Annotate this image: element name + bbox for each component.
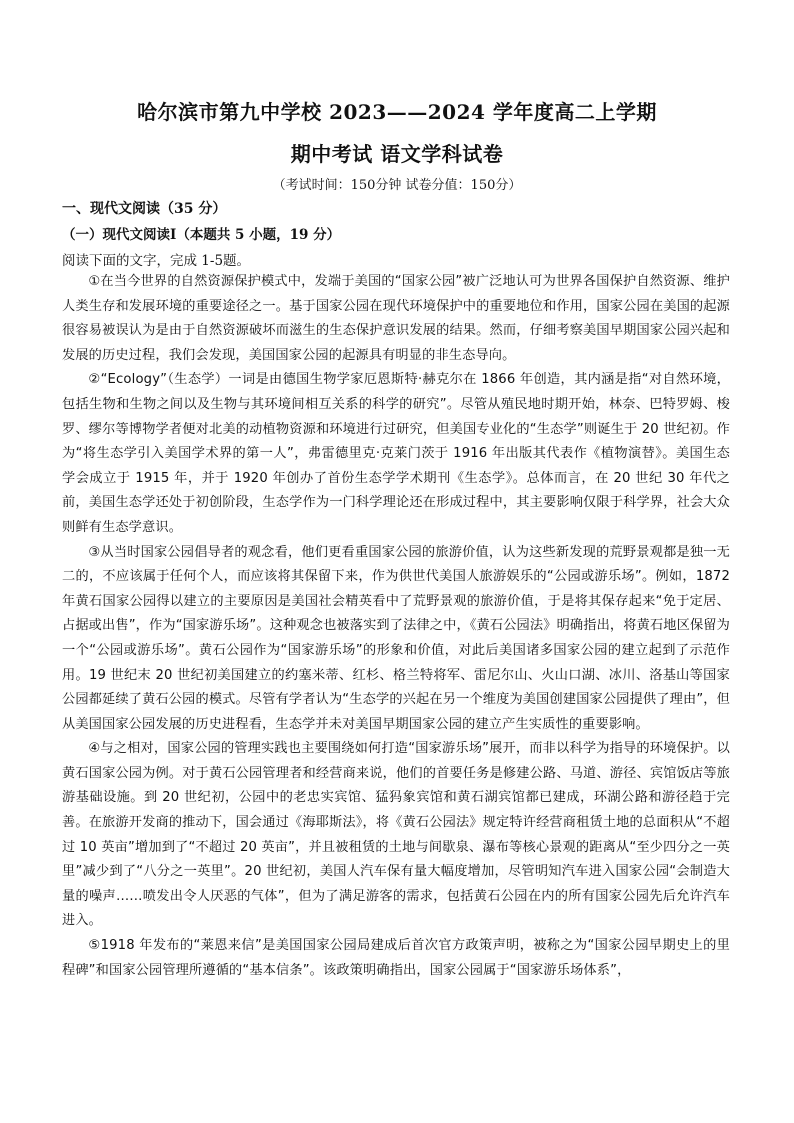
exam-title-line1: 哈尔滨市第九中学校 2023——2024 学年度高二上学期 [137,100,657,124]
paragraph-4: ④与之相对，国家公园的管理实践也主要围绕如何打造“国家游乐场”展开，而非以科学为指导的环境保护。以黄石国家公园为例。对于黄石公园管理者和经营商来说，他们的首要任务是修建公路、马道、游径、宾馆饭店等旅游基础设施。到 20 世纪初，公园中的老忠实宾馆、猛犸象宾馆和黄石湖宾馆都已建成，环湖公路和游径趋于完善。在旅游开发商的推动下，国会通过《海耶斯法》，将《黄石公园法》规定特许经营商租赁土地的总面积从“不超过 10 英亩”增加到了“不超过 20 英亩”，并且被租赁的土地与间歇泉、瀑布等核心景观的距离从“至少四分之一英里”减少到了“八分之一英里”。20 世纪初，美国人汽车保有量大幅度增加，尽管明知汽车进入国家公园“会制造大量的噪声……喷发出令人厌恶的气体”，但为了满足游客的需求，包括黄石公园在内的所有国家公园先后允许汽车进入。 [62,741,730,929]
exam-info: （考试时间：150分钟 试卷分值：150分） [272,178,522,193]
sub-section-heading: （一）现代文阅读Ⅰ（本题共 5 小题，19 分） [62,227,341,243]
section-heading: 一、现代文阅读（35 分） [62,201,227,217]
paragraph-5: ⑤1918 年发布的“莱恩来信”是美国国家公园局建成后首次官方政策声明，被称之为“国家公园早期史上的里程碑”和国家公园管理所遵循的“基本信条”。该政策明确指出，国家公园属于“国家游乐场体系”， [62,938,730,978]
paragraph-3: ③从当时国家公园倡导者的观念看，他们更看重国家公园的旅游价值，认为这些新发现的荒野景观都是独一无二的，不应该属于任何个人，而应该将其保留下来，作为供世代美国人旅游娱乐的“公园或游乐场”。例如，1872 年黄石国家公园得以建立的主要原因是美国社会精英看中了荒野景观的旅游价值，于是将其保存起来“免于定居、占据或出售”，作为“国家游乐场”。这种观念也被落实到了法律之中，《黄石公园法》明确指出，将黄石地区保留为一个“公园或游乐场”。黄石公园作为“国家游乐场”的形象和价值，对此后美国诸多国家公园的建立起到了示范作用。19 世纪末 20 世纪初美国建立的约塞米蒂、红杉、格兰特将军、雷尼尔山、火山口湖、冰川、洛基山等国家公园都延续了黄石公园的模式。尽管有学者认为“生态学的兴起在另一个维度为美国创建国家公园提供了理由”，但从美国国家公园发展的历史进程看，生态学并未对美国早期国家公园的建立产生实质性的重要影响。 [62,544,730,732]
reading-instruction: 阅读下面的文字，完成 1-5题。 [62,253,251,269]
paragraph-2: ②“Ecology”（生态学）一词是由德国生物学家厄恩斯特·赫克尔在 1866 年创造，其内涵是指“对自然环境，包括生物和生物之间以及生物与其环境间相互关系的科学的研究”。尽管从殖民地时期开始，林奈、巴特罗姆、梭罗、缪尔等博物学者便对北美的动植物资源和环境进行过研究，但美国专业化的“生态学”则诞生于 20 世纪初。作为“将生态学引入美国学术界的第一人”，弗雷德里克·克莱门茨于 1916 年出版其代表作《植物演替》。美国生态学会成立于 1915 年，并于 1920 年创办了首份生态学学术期刊《生态学》。总体而言，在 20 世纪 30 年代之前，美国生态学还处于初创阶段，生态学作为一门科学理论还在形成过程中，其主要影响仅限于科学界，社会大众则鲜有生态学意识。 [62,372,730,535]
paragraph-1: ①在当今世界的自然资源保护模式中，发端于美国的“国家公园”被广泛地认可为世界各国保护自然资源、维护人类生存和发展环境的重要途径之一。基于国家公园在现代环境保护中的重要地位和作用，国家公园在美国的起源很容易被误认为是由于自然资源破坏而滋生的生态保护意识发展的结果。然而，仔细考察美国早期国家公园兴起和发展的历史过程，我们会发现，美国国家公园的起源具有明显的非生态导向。 [62,274,730,363]
reading-passage [62,270,730,983]
exam-title-line2: 期中考试 语文学科试卷 [290,142,504,166]
